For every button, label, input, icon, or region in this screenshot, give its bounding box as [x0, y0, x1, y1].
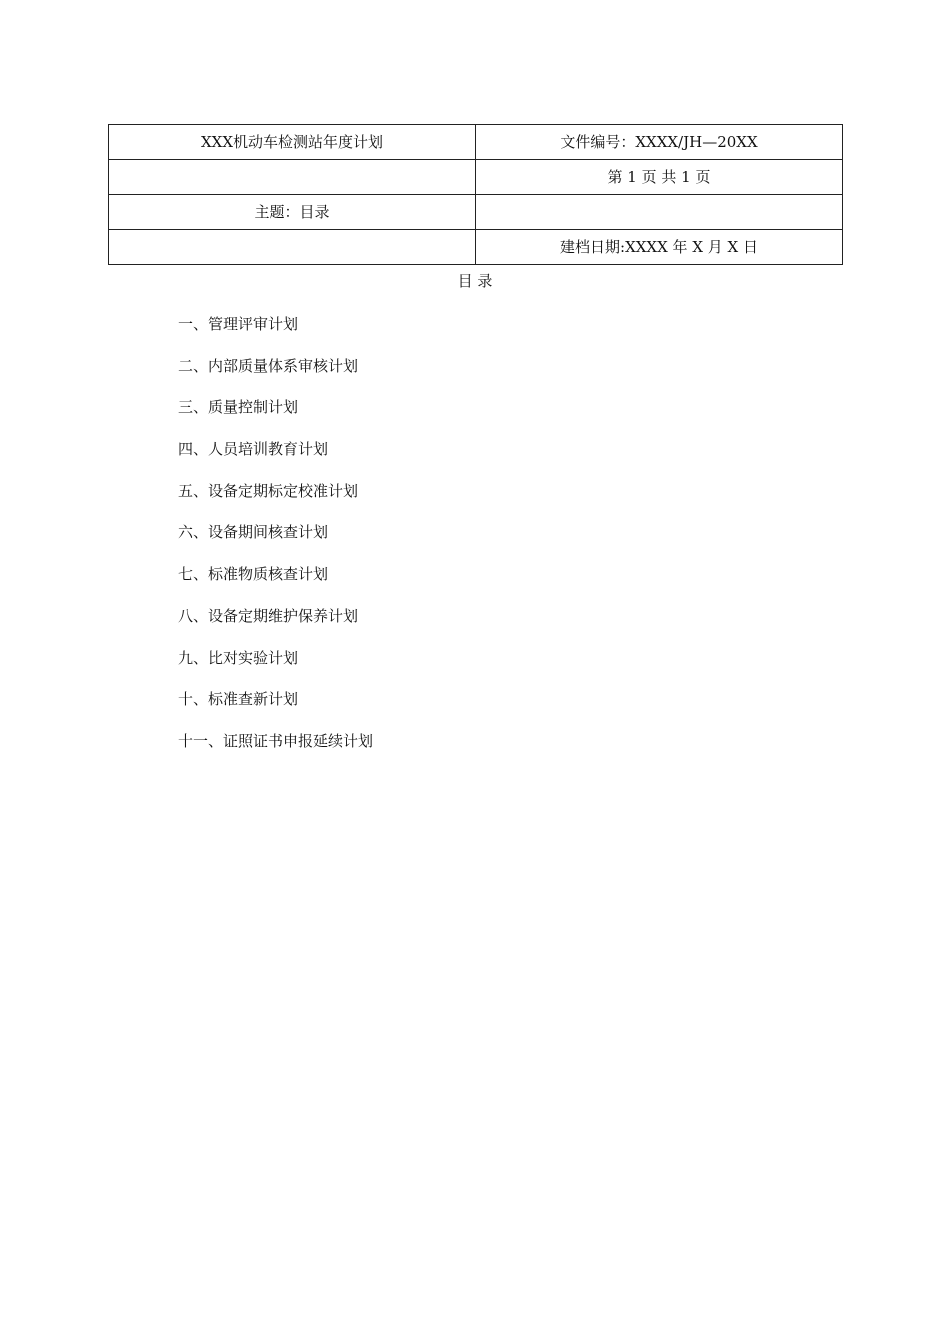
header-row	[109, 230, 843, 265]
toc-item: 十、标准查新计划	[178, 690, 299, 709]
toc-title: 目 录	[457, 272, 493, 290]
empty-cell	[109, 230, 476, 265]
toc-item: 四、人员培训教育计划	[178, 440, 329, 459]
empty-cell	[476, 195, 843, 230]
toc-item: 十一、证照证书申报延续计划	[178, 731, 374, 750]
toc-item: 七、标准物质核查计划	[178, 565, 329, 584]
toc-item: 三、质量控制计划	[178, 398, 299, 417]
filing-date-cell: 建档日期:XXXX 年 X 月 X 日	[476, 230, 843, 265]
toc-list	[178, 313, 373, 772]
subject-cell: 主题：目录	[109, 195, 476, 230]
page-number-cell: 第 1 页 共 1 页	[476, 160, 843, 195]
toc-item: 二、内部质量体系审核计划	[178, 356, 359, 375]
toc-item: 九、比对实验计划	[178, 648, 299, 667]
document-title-cell: XXX机动车检测站年度计划	[109, 125, 476, 160]
header-row	[109, 195, 843, 230]
document-header-table	[108, 124, 843, 265]
toc-item: 六、设备期间核查计划	[178, 523, 329, 542]
file-number-cell: 文件编号：XXXX/JH—20XX	[476, 125, 843, 160]
toc-item: 五、设备定期标定校准计划	[178, 481, 359, 500]
toc-item: 一、管理评审计划	[178, 315, 299, 333]
header-row	[109, 125, 843, 160]
toc-item: 八、设备定期维护保养计划	[178, 606, 359, 625]
header-row	[109, 160, 843, 195]
empty-cell	[109, 160, 476, 195]
